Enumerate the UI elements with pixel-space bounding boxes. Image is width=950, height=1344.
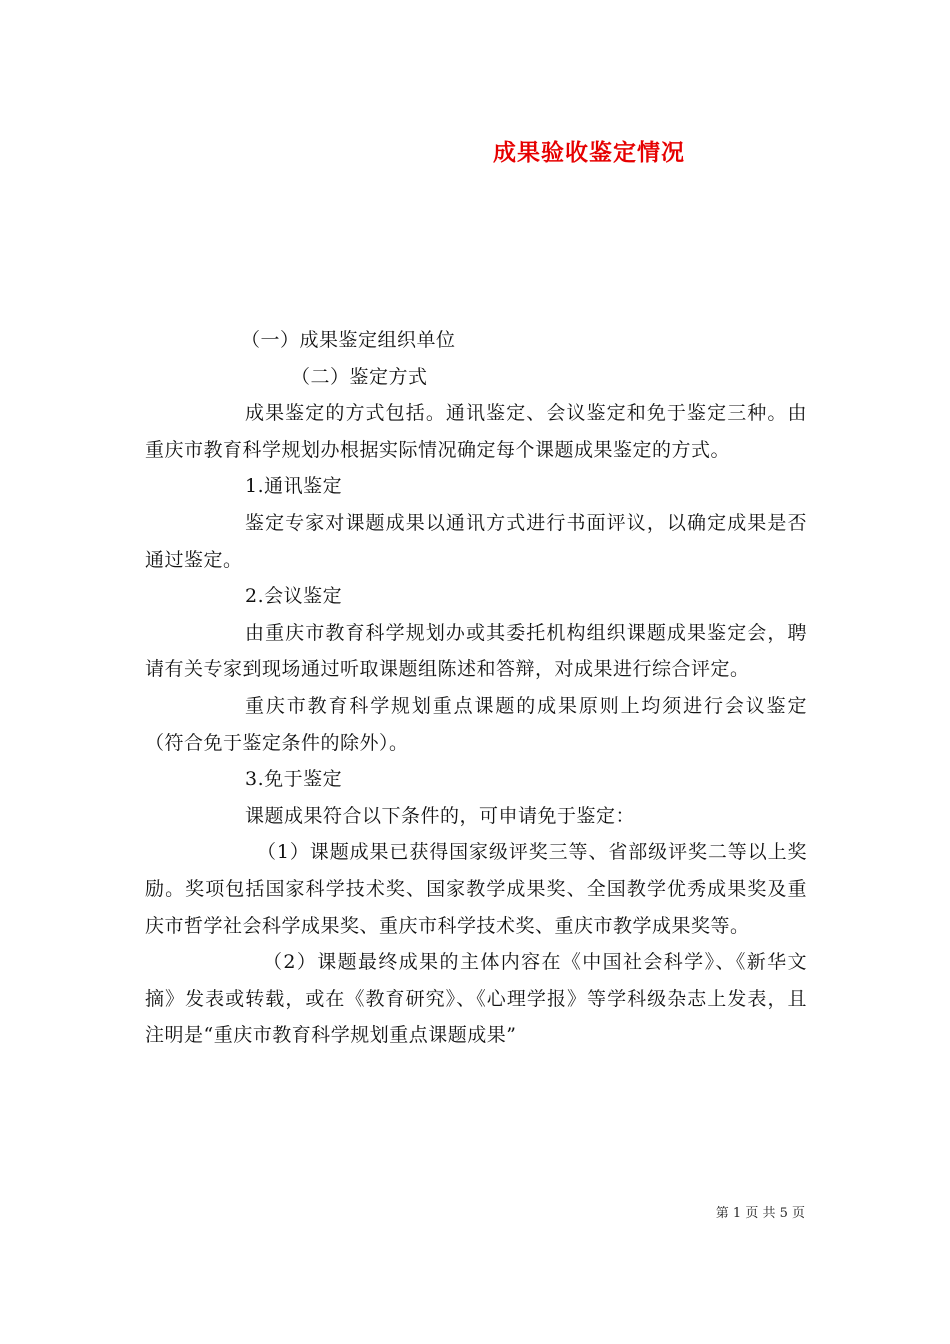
paragraph-exemption-condition-1: （1）课题成果已获得国家级评奖三等、省部级评奖二等以上奖励。奖项包括国家科学技术奖、国家教学成果奖、全国教学优秀成果奖及重庆市哲学社会科学成果奖、重庆市科学技术奖、重庆市教学成果奖等。 <box>145 841 807 937</box>
page-number: 第 1 页 共 5 页 <box>715 1206 805 1221</box>
section-heading-method: （二）鉴定方式 <box>291 365 428 388</box>
section-heading-organizer: （一）成果鉴定组织单位 <box>241 329 456 351</box>
subheading-exemption: 3.免于鉴定 <box>245 768 343 791</box>
paragraph-meeting: 由重庆市教育科学规划办或其委托机构组织课题成果鉴定会，聘请有关专家到现场通过听取课题组陈述和答辩，对成果进行综合评定。 <box>145 621 807 681</box>
subheading-meeting: 2.会议鉴定 <box>245 585 343 608</box>
paragraph-key-projects: 重庆市教育科学规划重点课题的成果原则上均须进行会议鉴定（符合免于鉴定条件的除外）。 <box>145 694 807 754</box>
paragraph-exemption-condition-2: （2）课题最终成果的主体内容在《中国社会科学》、《新华文摘》发表或转载，或在《教育研究》、《心理学报》等学科级杂志上发表，且注明是“重庆市教育科学规划重点课题成果” <box>145 951 807 1047</box>
paragraph-correspondence: 鉴定专家对课题成果以通讯方式进行书面评议，以确定成果是否通过鉴定。 <box>145 511 807 571</box>
paragraph-exemption-intro: 课题成果符合以下条件的，可申请免于鉴定： <box>245 804 636 827</box>
document-title: 成果验收鉴定情况 <box>493 140 685 166</box>
paragraph-methods-overview: 成果鉴定的方式包括。通讯鉴定、会议鉴定和免于鉴定三种。由重庆市教育科学规划办根据实际情况确定每个课题成果鉴定的方式。 <box>145 402 807 461</box>
subheading-correspondence: 1.通讯鉴定 <box>245 475 343 498</box>
document-body <box>145 322 807 1054</box>
